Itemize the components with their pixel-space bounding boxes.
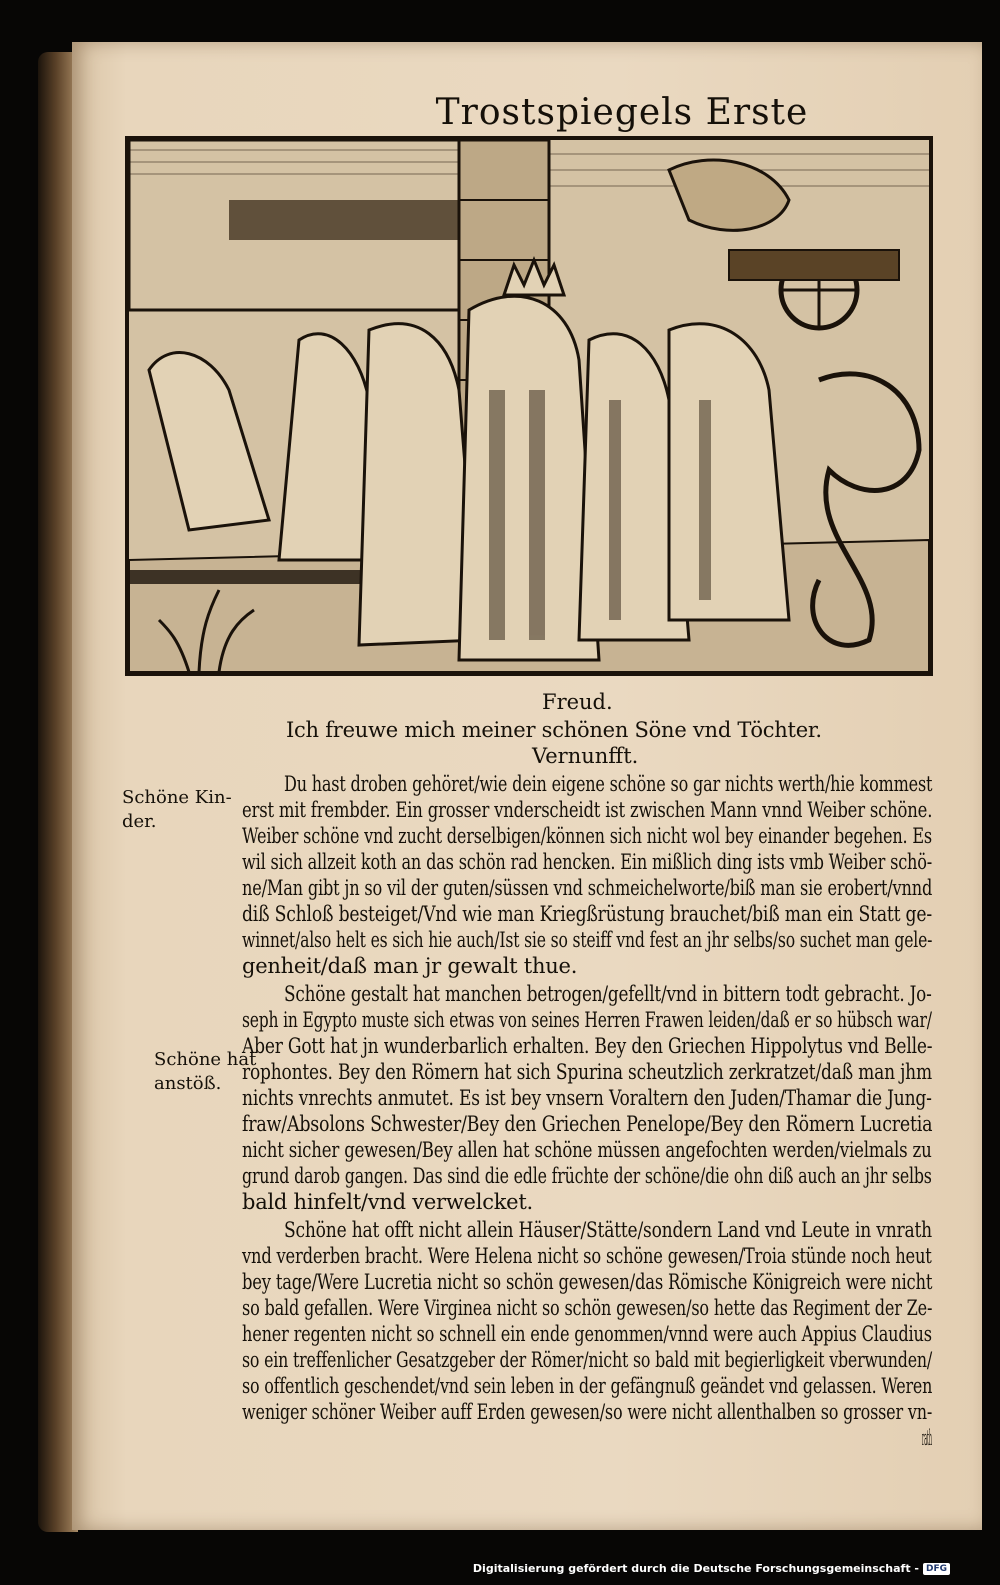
body-line: rophontes. Bey den Römern hat sich Spurina scheutzlich zerkratzet/daß man jhm [242, 1060, 932, 1084]
margin-note-schoene-kinder [122, 786, 232, 834]
roof-canopy [229, 200, 469, 240]
body-line: Schöne hat offt nicht allein Häuser/Stätte/sondern Land vnd Leute in vnrath [284, 1218, 932, 1242]
body-line: weniger schöner Weiber auff Erden gewesen/so were nicht allenthalben so grosser vn- [242, 1400, 933, 1424]
body-line: Schöne gestalt hat manchen betrogen/gefellt/vnd in bittern todt gebracht. Jo- [284, 982, 932, 1006]
woodcut-scene [129, 140, 929, 672]
body-line: bey tage/Were Lucretia nicht so schön gewesen/das Römische Königreich were nicht [242, 1270, 933, 1294]
margin-note-line: Schöne hat [154, 1049, 257, 1070]
body-line: genheit/daß man jr gewalt thue. [242, 954, 578, 978]
body-line: erst mit frembder. Ein grosser vnderscheidt ist zwischen Mann vnnd Weiber schöne. [242, 798, 933, 822]
body-line: Du hast droben gehöret/wie dein eigene schöne so gar nichts werth/hie kommest [284, 772, 933, 796]
body-line: diß Schloß besteiget/Vnd wie man Kriegßrüstung brauchet/biß man ein Statt ge- [242, 902, 932, 926]
body-line: Aber Gott hat jn wunderbarlich erhalten. Bey den Griechen Hippolytus vnd Belle- [242, 1034, 933, 1058]
body-line: seph in Egypto muste sich etwas von seines Herren Frawen leiden/daß er so hübsch war/ [242, 1008, 932, 1032]
body-line: fraw/Absolons Schwester/Bey den Griechen Penelope/Bey den Römern Lucretia [242, 1112, 933, 1136]
speaker-vernunfft: Vernunfft. [532, 744, 639, 768]
body-line: vnd verderben bracht. Were Helena nicht so schöne gewesen/Troia stünde noch heut [242, 1244, 932, 1268]
body-line: grund darob gangen. Das sind die edle früchte der schöne/die ohn diß auch an jhr selbs [242, 1164, 932, 1188]
body-line: so ein treffenlicher Gesatzgeber der Römer/nicht so bald mit begierligkeit vberwunden/ [242, 1348, 933, 1372]
running-head: Trostspiegels Erste [435, 92, 809, 133]
body-line: nichts vnrechts anmutet. Es ist bey vnsern Voraltern den Juden/Thamar die Jung- [242, 1086, 932, 1110]
speaker-freud: Freud. [542, 690, 613, 714]
margin-note-line: der. [122, 811, 157, 832]
margin-note-line: Schöne Kin- [122, 787, 232, 808]
body-line: so offentlich geschendet/vnd sein leben in der gefängnuß geändet vnd gelassen. Weren [242, 1374, 933, 1398]
dfg-logo: DFG [923, 1563, 950, 1575]
catchword: rath [922, 1426, 932, 1450]
body-line: hener regenten nicht so schnell ein ende genommen/vnnd were auch Appius Claudius [242, 1322, 932, 1346]
digitization-credit [473, 1562, 950, 1575]
margin-note-line: anstöß. [154, 1073, 222, 1094]
body-line: winnet/also helt es sich hie auch/Ist sie so steiff vnd fest an jhr selbs/so suchet man gele- [242, 928, 933, 952]
book-page [72, 42, 982, 1530]
credit-text: Digitalisierung gefördert durch die Deutsche Forschungsgemeinschaft - [472, 1562, 919, 1575]
woodcut-illustration [125, 136, 933, 676]
body-line: nicht sicher gewesen/Bey allen hat schöne müssen angefochten werden/vielmals zu [242, 1138, 932, 1162]
body-line: bald hinfelt/vnd verwelcket. [242, 1190, 533, 1214]
body-line: Weiber schöne vnd zucht derselbigen/können sich nicht wol bey einander begehen. Es [242, 824, 932, 848]
statement-line: Ich freuwe mich meiner schönen Söne vnd Töchter. [286, 718, 822, 742]
body-line: wil sich allzeit koth an das schön rad hencken. Ein mißlich ding ists vmb Weiber schö- [242, 850, 933, 874]
body-line: ne/Man gibt jn so vil der guten/süssen vnd schmeichelworte/biß man sie erobert/vnnd [242, 876, 933, 900]
body-line: so bald gefallen. Were Virginea nicht so schön gewesen/so hette das Regiment der Ze- [242, 1296, 933, 1320]
crown-icon [504, 260, 564, 295]
